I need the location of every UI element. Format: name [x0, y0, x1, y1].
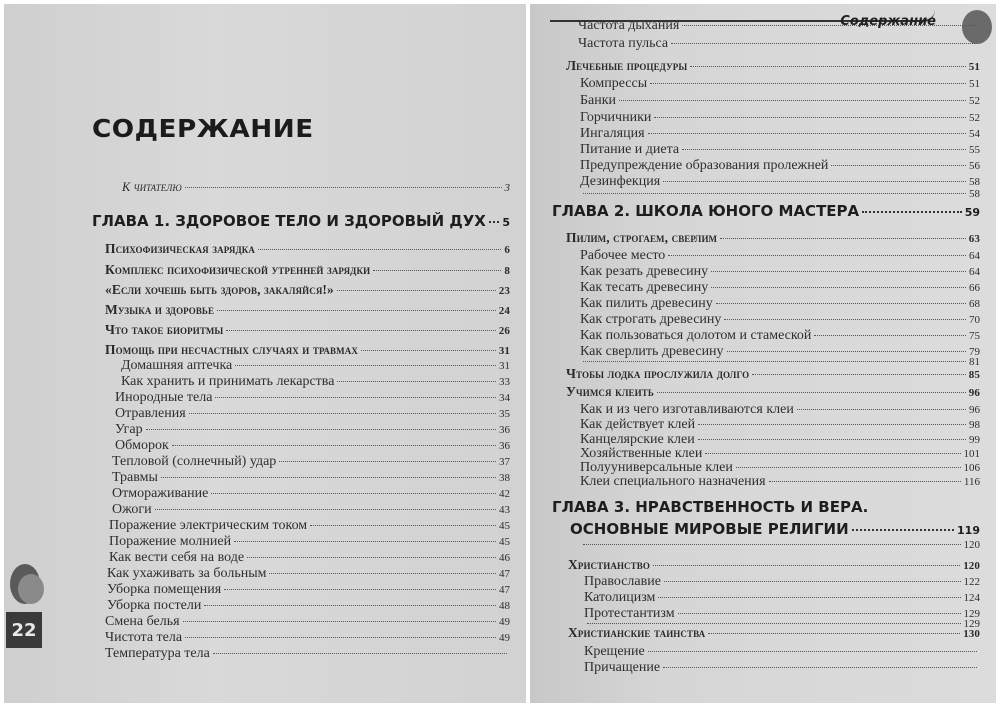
toc-entry[interactable]: Обморок 36 [115, 438, 510, 453]
toc-entry[interactable]: Уборка помещения 47 [107, 582, 510, 597]
toc-entry[interactable]: Температура тела [105, 646, 510, 662]
toc-entry[interactable]: Крещение [584, 644, 980, 660]
toc-entry[interactable]: Музыка и здоровье 24 [105, 302, 510, 317]
toc-chapter[interactable]: ГЛАВА 1. ЗДОРОВОЕ ТЕЛО И ЗДОРОВЫЙ ДУХ 5 [92, 212, 510, 230]
toc-entry[interactable]: Компрессы 51 [580, 76, 980, 91]
toc-chapter[interactable]: ГЛАВА 2. ШКОЛА ЮНОГО МАСТЕРА 59 [552, 202, 980, 220]
toc-entry[interactable]: Как резать древесину 64 [580, 264, 980, 279]
toc-entry[interactable]: Православие 122 [584, 574, 980, 589]
toc-entry[interactable]: Инородные тела 34 [115, 390, 510, 405]
toc-entry[interactable]: Поражение электрическим током 45 [109, 518, 510, 533]
mascot-illustration [18, 574, 44, 604]
toc-entry[interactable]: Питание и диета 55 [580, 142, 980, 157]
toc-entry[interactable]: Полуунивеpсальные клеи 106 [580, 460, 980, 475]
toc-entry[interactable]: Учимся клеить 96 [566, 384, 980, 399]
toc-entry[interactable]: Как действует клей 98 [580, 417, 980, 432]
toc-entry[interactable]: Поражение молнией 45 [109, 534, 510, 549]
toc-entry[interactable]: Христианство 120 [568, 557, 980, 572]
toc-entry[interactable]: Тепловой (солнечный) удар 37 [112, 454, 510, 469]
toc-entry[interactable]: Как вести себя на воде 46 [109, 550, 510, 565]
toc-entry[interactable]: Отравления 35 [115, 406, 510, 421]
toc-entry[interactable]: Чтобы лодка прослужила долго 85 [566, 366, 980, 381]
toc-entry[interactable]: Чистота тела 49 [105, 630, 510, 645]
left-page [4, 4, 526, 703]
toc-entry[interactable]: Христианские таинства 130 [568, 625, 980, 640]
toc-entry[interactable]: Как пилить древесину 68 [580, 296, 980, 311]
toc-entry[interactable]: Как ухаживать за больным 47 [107, 566, 510, 581]
toc-entry[interactable]: Как и из чего изготавливаются клеи 96 [580, 402, 980, 417]
toc-entry[interactable]: Как строгать древесину 70 [580, 312, 980, 327]
toc-entry[interactable]: Дезинфекция 58 [580, 174, 980, 189]
toc-entry[interactable]: Домашняя аптечка 31 [121, 358, 510, 373]
toc-chapter[interactable]: ГЛАВА 3. НРАВСТВЕННОСТЬ И ВЕРА. [552, 498, 869, 516]
toc-entry[interactable]: Частота пульса [578, 36, 978, 52]
toc-entry[interactable]: К читателю 3 [122, 180, 510, 194]
toc-entry[interactable]: Горчичники 52 [580, 110, 980, 125]
toc-entry[interactable]: Как сверлить древесину 79 [580, 344, 980, 359]
toc-entry[interactable]: Помощь при несчастных случаях и травмах 31 [105, 342, 510, 357]
toc-entry[interactable]: Ингаляция 54 [580, 126, 980, 141]
page-title: СОДЕРЖАНИЕ [92, 114, 314, 143]
toc-entry[interactable]: Как хранить и принимать лекарства 33 [121, 374, 510, 389]
running-header: Содержание [840, 14, 936, 29]
toc-entry[interactable]: Пилим, строгаем, сверлим 63 [566, 230, 980, 245]
toc-entry[interactable]: Рабочее место 64 [580, 248, 980, 263]
toc-entry[interactable]: 129 [584, 618, 980, 630]
toc-entry[interactable]: Хозяйственные клеи 101 [580, 446, 980, 461]
toc-entry[interactable]: Уборка постели 48 [107, 598, 510, 613]
page-number: 22 [6, 612, 42, 648]
toc-entry[interactable]: Ожоги 43 [112, 502, 510, 517]
toc-entry[interactable]: Протестантизм 129 [584, 606, 980, 621]
toc-entry[interactable]: Причащение [584, 660, 980, 676]
toc-entry[interactable]: Смена белья 49 [105, 614, 510, 629]
toc-entry[interactable]: 58 [580, 188, 980, 200]
toc-entry[interactable]: Лечебные процедуры 51 [566, 58, 980, 73]
toc-entry[interactable]: Как тесать древесину 66 [580, 280, 980, 295]
toc-entry[interactable]: 81 [580, 356, 980, 368]
toc-entry[interactable]: Отмораживание 42 [112, 486, 510, 501]
toc-entry[interactable]: Что такое биоритмы 26 [105, 322, 510, 337]
toc-entry[interactable]: Угар 36 [115, 422, 510, 437]
toc-entry[interactable]: «Если хочешь быть здоров, закаляйся!» 23 [105, 282, 510, 297]
right-page [530, 4, 996, 703]
toc-entry[interactable]: Канцелярские клеи 99 [580, 432, 980, 447]
toc-entry[interactable]: Банки 52 [580, 93, 980, 108]
toc-entry[interactable]: Как пользоваться долотом и стамеской 75 [580, 328, 980, 343]
toc-entry[interactable]: 120 [580, 539, 980, 551]
toc-entry[interactable]: Психофизическая зарядка 6 [105, 241, 510, 256]
toc-entry[interactable]: Частота дыхания [578, 18, 978, 34]
toc-entry[interactable]: Комплекс психофизической утренней зарядки 8 [105, 262, 510, 277]
toc-entry[interactable]: Клеи специального назначения 116 [580, 474, 980, 489]
toc-chapter[interactable]: ОСНОВНЫЕ МИРОВЫЕ РЕЛИГИИ 119 [570, 520, 980, 538]
toc-entry[interactable]: Католицизм 124 [584, 590, 980, 605]
toc-entry[interactable]: Предупреждение образования пролежней 56 [580, 158, 980, 173]
toc-entry[interactable]: Травмы 38 [112, 470, 510, 485]
